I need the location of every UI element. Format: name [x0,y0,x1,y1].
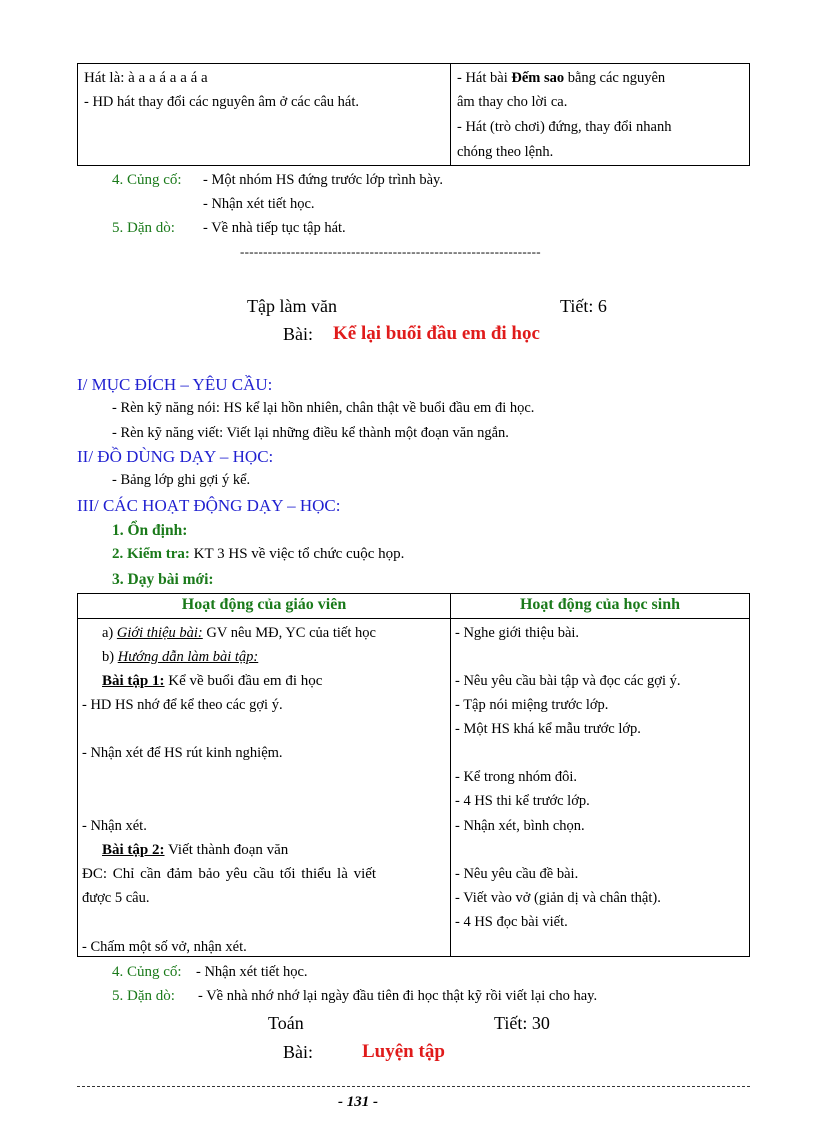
next-lesson-period: Tiết: 30 [494,1013,550,1033]
song-instruction: - HD hát thay đổi các nguyên âm ở các câu hát. [84,94,359,110]
consolidate-text-1b: - Nhận xét tiết học. [203,196,315,212]
header-student-cell [451,594,750,619]
student-step-5: - Kể trong nhóm đôi. [455,769,578,785]
section2-heading: II/ ĐỒ DÙNG DẠY – HỌC: [77,447,274,466]
step1-label: 1. Ổn định: [112,522,188,539]
teacher-step-3: - Nhận xét. [82,818,147,834]
consolidate-text-2: - Nhận xét tiết học. [196,964,308,980]
teacher-activities-cell [78,619,451,957]
main-activity-table [77,593,750,957]
next-lesson-bai-label: Bài: [283,1042,313,1062]
next-lesson-title: Luyện tập [362,1041,445,1062]
teacher-step-4: - Chấm một số vở, nhận xét. [82,939,247,955]
exercise2-line: Bài tập 2: Viết thành đoạn văn [102,842,289,858]
section1-heading: I/ MỤC ĐÍCH – YÊU CẦU: [77,375,273,394]
lesson-period: Tiết: 6 [560,296,607,316]
student-step-2: - Nêu yêu cầu bài tập và đọc các gợi ý. [455,673,681,689]
student-step-7: - Nhận xét, bình chọn. [455,818,585,834]
step3-label: 3. Dạy bài mới: [112,571,214,588]
section-separator: ----------------------------------------------------------------- [240,244,541,259]
top-activity-table [77,63,750,166]
homework-text-1: - Về nhà tiếp tục tập hát. [203,220,346,236]
teacher-intro-line: a) Giới thiệu bài: GV nêu MĐ, YC của tiết học [102,625,376,641]
student-step-10: - 4 HS đọc bài viết. [455,914,568,930]
homework-label-1: 5. Dặn dò: [112,220,175,236]
song-vowels-line: Hát là: à a a á a a á a [84,70,208,86]
section3-heading: III/ CÁC HOẠT ĐỘNG DẠY – HỌC: [77,496,341,515]
lesson-bai-label: Bài: [283,324,313,344]
section2-item-1: - Bảng lớp ghi gợi ý kể. [112,472,251,488]
student-step-1: - Nghe giới thiệu bài. [455,625,580,641]
student-step-3: - Tập nói miệng trước lớp. [455,697,609,713]
top-table-student-cell [451,64,750,166]
next-lesson-subject: Toán [268,1013,304,1033]
top-table-teacher-cell [78,64,451,166]
consolidate-label-1: 4. Củng cố: [112,172,182,188]
header-student: Hoạt động của học sinh [519,596,681,613]
lesson-title: Kể lại buổi đầu em đi học [333,323,540,344]
song-activity-line3: - Hát (trò chơi) đứng, thay đổi nhanh [457,119,672,135]
lesson-subject: Tập làm văn [247,296,337,316]
student-step-8: - Nêu yêu cầu đề bài. [455,866,579,882]
footer-rule [77,1086,750,1087]
homework-label-2: 5. Dặn dò: [112,988,175,1004]
step2-line: 2. Kiểm tra: KT 3 HS về việc tổ chức cuộc họp. [112,546,405,562]
student-activities-cell [451,619,750,957]
student-step-9: - Viết vào vở (giản dị và chân thật). [455,890,661,906]
teacher-note-line1: ĐC: Chỉ cần đảm bảo yêu cầu tối thiểu là viết [82,866,377,882]
teacher-step-2: - Nhận xét để HS rút kinh nghiệm. [82,745,283,761]
exercise1-line: Bài tập 1: Kể về buổi đầu em đi học [102,673,323,689]
homework-text-2: - Về nhà nhớ nhớ lại ngày đầu tiên đi học thật kỹ rồi viết lại cho hay. [198,988,598,1004]
header-teacher: Hoạt động của giáo viên [181,596,347,613]
teacher-guide-line: b) Hướng dẫn làm bài tập: [102,649,259,665]
consolidate-text-1a: - Một nhóm HS đứng trước lớp trình bày. [203,172,443,188]
section1-item-2: - Rèn kỹ năng viết: Viết lại những điều kể thành một đoạn văn ngắn. [112,425,509,441]
consolidate-label-2: 4. Củng cố: [112,964,182,980]
song-activity-line1: - Hát bài Đếm sao bằng các nguyên [457,70,666,86]
teacher-step-1: - HD HS nhớ để kể theo các gợi ý. [82,697,283,713]
teacher-note-line2: được 5 câu. [82,890,150,906]
student-step-6: - 4 HS thi kể trước lớp. [455,793,590,809]
student-step-4: - Một HS khá kể mẫu trước lớp. [455,721,641,737]
header-teacher-cell [78,594,451,619]
page-number: - 131 - [338,1094,378,1110]
section1-item-1: - Rèn kỹ năng nói: HS kể lại hồn nhiên, chân thật về buổi đầu em đi học. [112,400,535,416]
song-activity-line4: chóng theo lệnh. [457,144,554,160]
song-activity-line2: âm thay cho lời ca. [457,94,568,110]
